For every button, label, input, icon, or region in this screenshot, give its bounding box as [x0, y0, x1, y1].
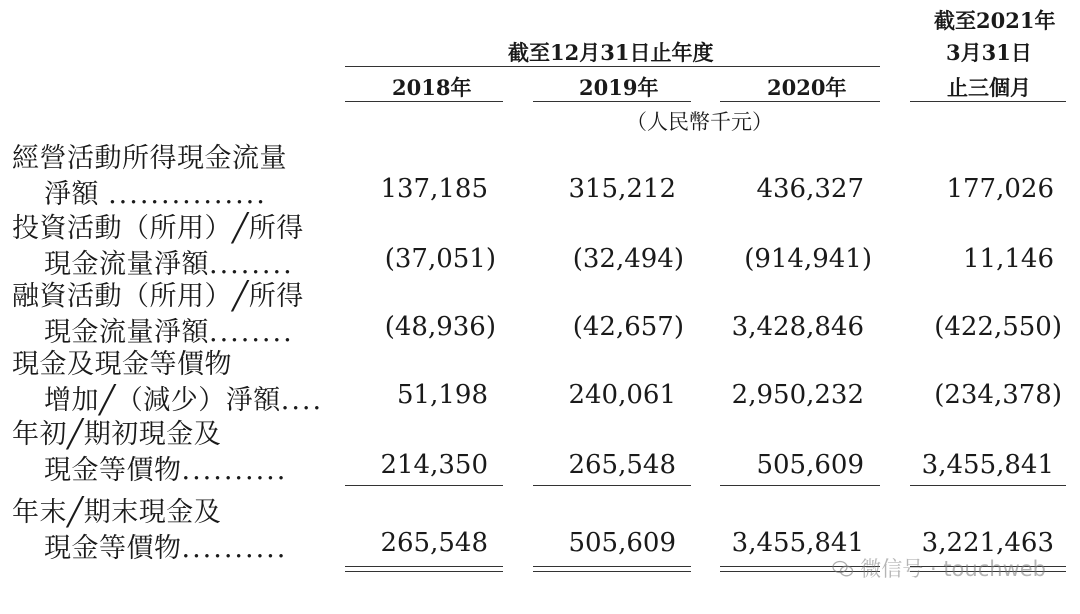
row-label-text: 現金等價物 — [44, 455, 182, 486]
cell-2020: 505,609 — [756, 450, 864, 480]
col-2021-header-line1: 截至2021年 — [934, 8, 1056, 33]
leader-dots: .......... — [181, 455, 288, 486]
cell-2019: 315,212 — [568, 174, 676, 204]
total-double-rule-2018 — [345, 566, 503, 567]
cell-2020: (914,941) — [744, 244, 872, 274]
row-label-text: 現金流量淨額 — [44, 317, 209, 348]
subtotal-rule-2019 — [533, 485, 691, 486]
col-2020-header: 2020年 — [767, 75, 847, 100]
row-label-text: 淨額 — [44, 179, 99, 210]
subtotal-rule-2020 — [720, 485, 880, 486]
col-2018-header-underline — [345, 101, 503, 102]
row-label-line1: 年初╱期初現金及 — [12, 419, 222, 450]
row-label-line1: 融資活動（所用）╱所得 — [12, 281, 304, 312]
wechat-icon — [832, 560, 854, 578]
cell-2020: 2,950,232 — [731, 380, 864, 410]
cell-2018: 51,198 — [397, 380, 488, 410]
cell-2021q1: (234,378) — [934, 380, 1062, 410]
col-2019-header-underline — [533, 101, 691, 102]
row-label-text: 增加╱（減少）淨額 — [44, 385, 281, 416]
leader-dots: ............... — [108, 179, 267, 210]
row-label-line1: 年末╱期末現金及 — [12, 497, 222, 528]
cell-2018: 265,548 — [380, 528, 488, 558]
total-double-rule-2019 — [533, 571, 691, 572]
cell-2020: 436,327 — [756, 174, 864, 204]
cell-2018: (48,936) — [384, 312, 496, 342]
col-2020-header-underline — [720, 101, 880, 102]
row-label-line2 — [44, 448, 287, 487]
cell-2020: 3,428,846 — [731, 312, 864, 342]
col-2021-header-line3: 止三個月 — [947, 75, 1031, 100]
row-label-line1: 經營活動所得現金流量 — [12, 143, 287, 174]
watermark — [832, 553, 1046, 583]
cell-2018: 137,185 — [380, 174, 488, 204]
col-2018-header: 2018年 — [392, 75, 472, 100]
cell-2020: 3,455,841 — [731, 528, 864, 558]
cell-2019: (32,494) — [572, 244, 684, 274]
cell-2019: 505,609 — [568, 528, 676, 558]
cell-2019: 240,061 — [568, 380, 676, 410]
total-double-rule-2018 — [345, 571, 503, 572]
total-double-rule-2019 — [533, 566, 691, 567]
cell-2021q1: 177,026 — [946, 174, 1054, 204]
cell-2019: 265,548 — [568, 450, 676, 480]
row-label-line2 — [44, 526, 287, 565]
group-header-underline — [345, 66, 880, 67]
subtotal-rule-2021q1 — [910, 485, 1066, 486]
cell-2018: 214,350 — [380, 450, 488, 480]
col-2021-header-underline — [910, 101, 1066, 102]
cell-2018: (37,051) — [384, 244, 496, 274]
cell-2021q1: 11,146 — [963, 244, 1054, 274]
col-2021-header-line2: 3月31日 — [946, 40, 1032, 65]
cell-2021q1: 3,221,463 — [921, 528, 1054, 558]
cell-2021q1: (422,550) — [934, 312, 1062, 342]
leader-dots: .... — [280, 385, 324, 416]
leader-dots: ........ — [209, 317, 294, 348]
col-2019-header: 2019年 — [579, 75, 659, 100]
row-label-text: 現金等價物 — [44, 533, 182, 564]
leader-dots: ........ — [209, 249, 294, 280]
row-label-line1: 投資活動（所用）╱所得 — [12, 213, 304, 244]
watermark-text: 微信号 · touchweb — [860, 557, 1046, 581]
fiscal-year-group-header: 截至12月31日止年度 — [508, 40, 714, 65]
row-label-line1: 現金及現金等價物 — [12, 349, 232, 380]
leader-dots: .......... — [181, 533, 288, 564]
row-label-text: 現金流量淨額 — [44, 249, 209, 280]
cell-2019: (42,657) — [572, 312, 684, 342]
subtotal-rule-2018 — [345, 485, 503, 486]
cell-2021q1: 3,455,841 — [921, 450, 1054, 480]
currency-unit-label: （人民幣千元） — [626, 110, 773, 134]
